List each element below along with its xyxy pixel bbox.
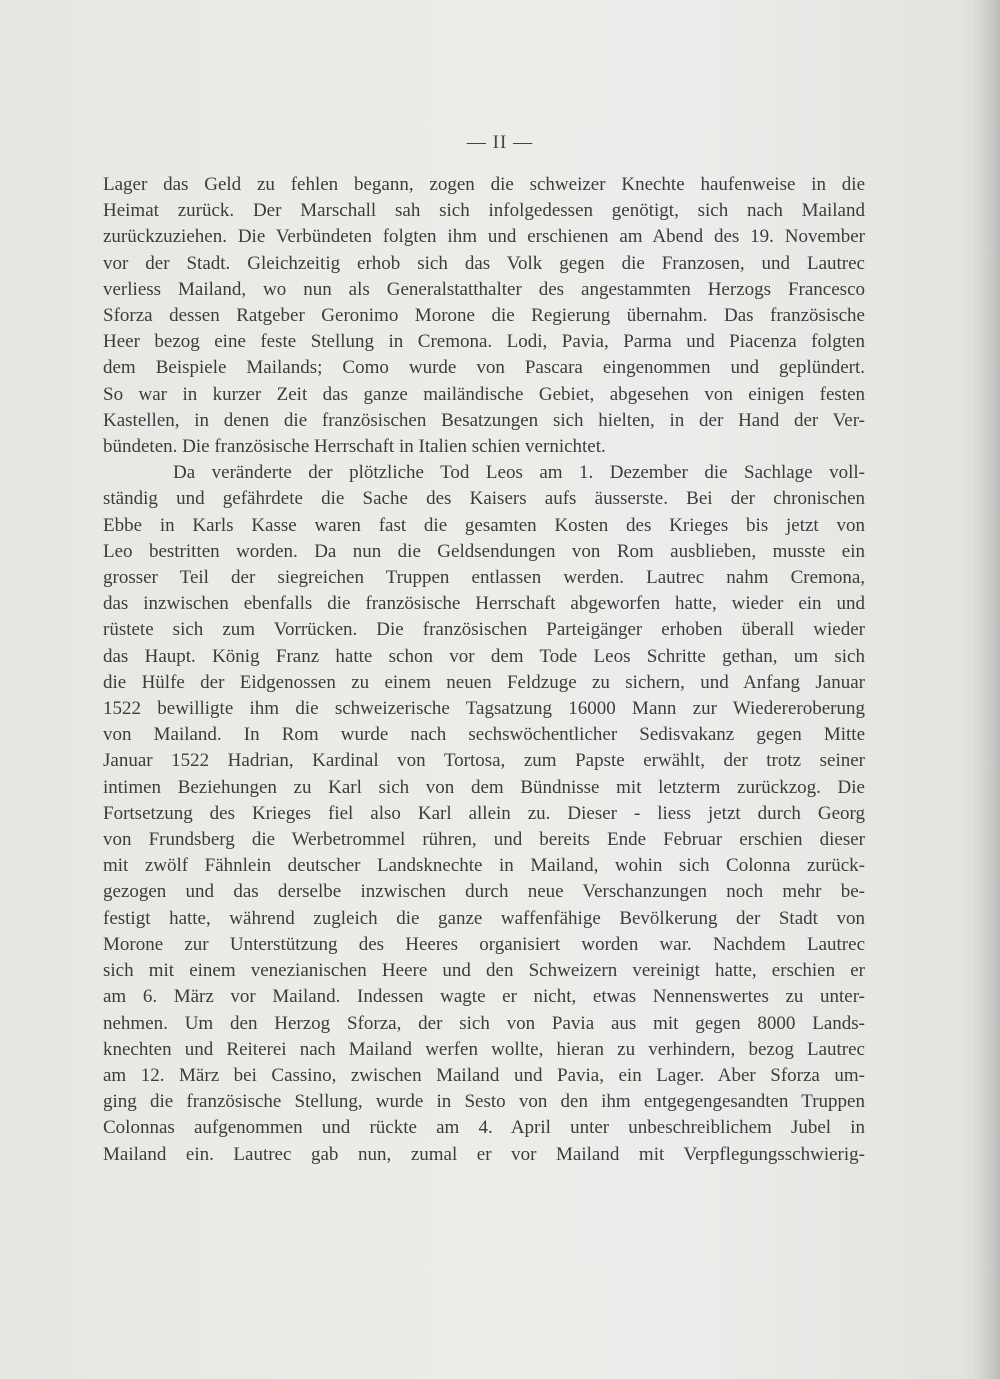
text-line: verliess Mailand, wo nun als Generalstatthalter des angestammten Herzogs Francesco [103,278,865,300]
text-line: rüstete sich zum Vorrücken. Die französischen Parteigänger erhoben überall wieder [103,619,865,641]
text-line: Morone zur Unterstützung des Heeres organisiert worden war. Nachdem Lautrec [103,933,865,955]
text-line: das inzwischen ebenfalls die französische Herrschaft abgeworfen hatte, wieder ein und [103,593,865,615]
text-line: Mailand ein. Lautrec gab nun, zumal er vor Mailand mit Verpflegungsschwierig- [103,1143,865,1165]
paragraph-2 [103,460,865,1167]
text-line: Januar 1522 Hadrian, Kardinal von Tortosa, zum Papste erwählt, der trotz seiner [103,750,865,772]
text-line: Heer bezog eine feste Stellung in Cremona. Lodi, Pavia, Parma und Piacenza folgten [103,331,865,353]
text-line: dem Beispiele Mailands; Como wurde von Pascara eingenommen und geplündert. [103,357,865,379]
text-line: Da veränderte der plötzliche Tod Leos am 1. Dezember die Sachlage voll- [173,462,865,484]
body-text [103,172,865,1168]
paragraph-1 [103,172,865,460]
text-line: am 12. März bei Cassino, zwischen Mailand und Pavia, ein Lager. Aber Sforza um- [103,1064,865,1086]
text-line: Sforza dessen Ratgeber Geronimo Morone die Regierung übernahm. Das französische [103,305,865,327]
text-line: Fortsetzung des Krieges fiel also Karl allein zu. Dieser - liess jetzt durch Georg [103,802,865,824]
text-line: von Frundsberg die Werbetrommel rühren, und bereits Ende Februar erschien dieser [103,829,865,851]
text-line: Lager das Geld zu fehlen begann, zogen die schweizer Knechte haufenweise in die [103,174,865,195]
text-line: ständig und gefährdete die Sache des Kaisers aufs äusserste. Bei der chronischen [103,488,865,510]
text-line: zurückzuziehen. Die Verbündeten folgten ihm und erschienen am Abend des 19. November [103,226,865,248]
page-edge-shadow [972,0,1000,1379]
text-line: vor der Stadt. Gleichzeitig erhob sich das Volk gegen die Franzosen, und Lautrec [103,252,865,274]
text-line: nehmen. Um den Herzog Sforza, der sich von Pavia aus mit gegen 8000 Lands- [103,1012,865,1034]
text-line: 1522 bewilligte ihm die schweizerische Tagsatzung 16000 Mann zur Wiedereroberung [103,698,865,720]
text-line: Kastellen, in denen die französischen Besatzungen sich hielten, in der Hand der Ver- [103,409,865,431]
text-line: gezogen und das derselbe inzwischen durch neue Verschanzungen noch mehr be- [103,881,865,903]
text-line: intimen Beziehungen zu Karl sich von dem Bündnisse mit letzterm zurückzog. Die [103,776,865,798]
text-line: am 6. März vor Mailand. Indessen wagte er nicht, etwas Nennenswertes zu unter- [103,986,865,1008]
text-line: grosser Teil der siegreichen Truppen entlassen werden. Lautrec nahm Cremona, [103,567,865,589]
text-line: mit zwölf Fähnlein deutscher Landsknechte in Mailand, wohin sich Colonna zurück- [103,855,865,877]
text-line: bündeten. Die französische Herrschaft in Italien schien vernichtet. [103,436,606,458]
text-line: ging die französische Stellung, wurde in Sesto von den ihm entgegengesandten Truppen [103,1091,865,1113]
text-line: die Hülfe der Eidgenossen zu einem neuen Feldzuge zu sichern, und Anfang Januar [103,671,865,693]
text-line: Leo bestritten worden. Da nun die Geldsendungen von Rom ausblieben, musste ein [103,540,865,562]
text-line: sich mit einem venezianischen Heere und den Schweizern vereinigt hatte, erschien er [103,960,865,982]
text-line: Heimat zurück. Der Marschall sah sich infolgedessen genötigt, sich nach Mailand [103,200,865,222]
text-line: von Mailand. In Rom wurde nach sechswöchentlicher Sedisvakanz gegen Mitte [103,724,865,746]
text-line: Ebbe in Karls Kasse waren fast die gesamten Kosten des Krieges bis jetzt von [103,514,865,536]
text-line: So war in kurzer Zeit das ganze mailändische Gebiet, abgesehen von einigen festen [103,383,865,405]
text-line: knechten und Reiterei nach Mailand werfen wollte, hieran zu verhindern, bezog Lautrec [103,1038,865,1060]
page-number: — II — [466,132,534,153]
text-line: Colonnas aufgenommen und rückte am 4. April unter unbeschreiblichem Jubel in [103,1117,865,1139]
text-line: das Haupt. König Franz hatte schon vor dem Tode Leos Schritte gethan, um sich [103,645,865,667]
text-line: festigt hatte, während zugleich die ganze waffenfähige Bevölkerung der Stadt von [103,907,865,929]
